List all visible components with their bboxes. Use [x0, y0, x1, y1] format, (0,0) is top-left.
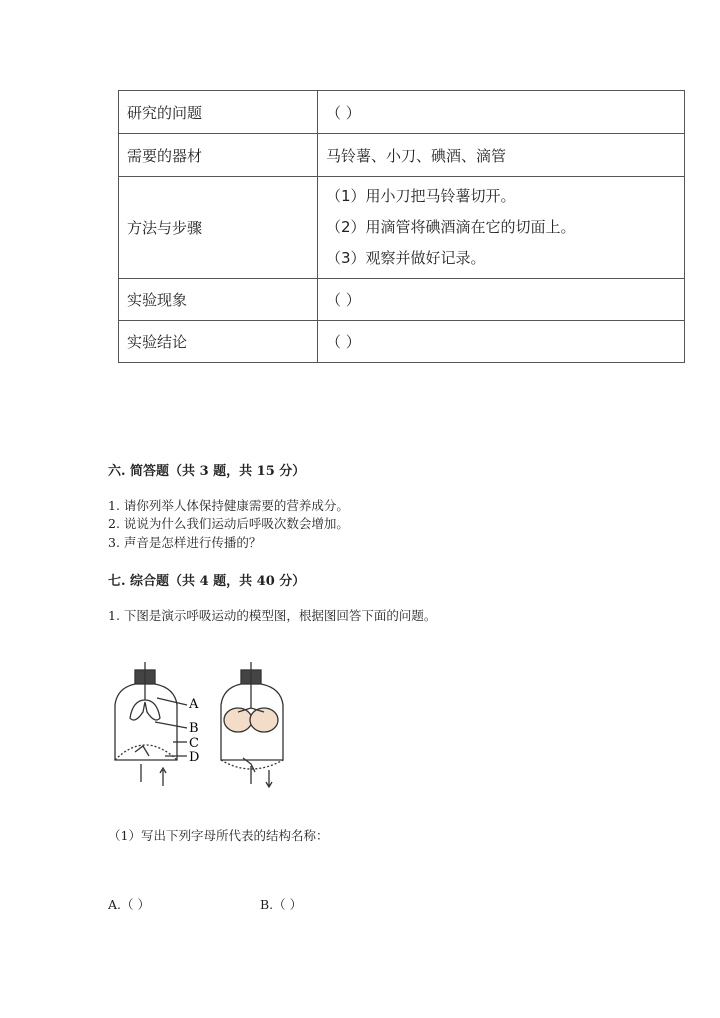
row-label: 实验结论: [119, 321, 318, 363]
jar-right: [221, 662, 283, 787]
label-c: C: [189, 736, 199, 751]
row-value: （ ）: [318, 321, 685, 363]
section-title: 七. 综合题（共 4 题，共 40 分）: [108, 574, 306, 589]
step-item: （3）观察并做好记录。: [326, 249, 486, 267]
row-value: （ ）: [318, 279, 685, 321]
answer-a: A.（ ）: [108, 897, 150, 912]
step-item: （1）用小刀把马铃薯切开。: [326, 187, 516, 205]
row-value: （ ）: [318, 91, 685, 134]
label-a: A: [189, 697, 199, 712]
label-b: B: [189, 721, 199, 736]
breathing-model-figure: [105, 660, 305, 790]
question: 3. 声音是怎样进行传播的？: [108, 535, 262, 550]
answer-b: B.（ ）: [260, 897, 303, 912]
row-label: 方法与步骤: [119, 177, 318, 279]
row-label: 研究的问题: [119, 91, 318, 134]
step-item: （2）用滴管将碘酒滴在它的切面上。: [326, 218, 576, 236]
jar-left: [115, 662, 187, 786]
row-label: 实验现象: [119, 279, 318, 321]
question: 1. 请你列举人体保持健康需要的营养成分。: [108, 498, 349, 513]
sub-question: （1）写出下列字母所代表的结构名称：: [108, 828, 329, 843]
experiment-table: [118, 90, 685, 363]
question: 2. 说说为什么我们运动后呼吸次数会增加。: [108, 516, 349, 531]
row-label: 需要的器材: [119, 134, 318, 177]
section-title: 六. 简答题（共 3 题，共 15 分）: [108, 464, 306, 479]
label-d: D: [189, 750, 200, 765]
row-value: 马铃薯、小刀、碘酒、滴管: [318, 134, 685, 177]
row-steps: [318, 177, 685, 279]
question: 1. 下图是演示呼吸运动的模型图，根据图回答下面的问题。: [108, 608, 437, 623]
